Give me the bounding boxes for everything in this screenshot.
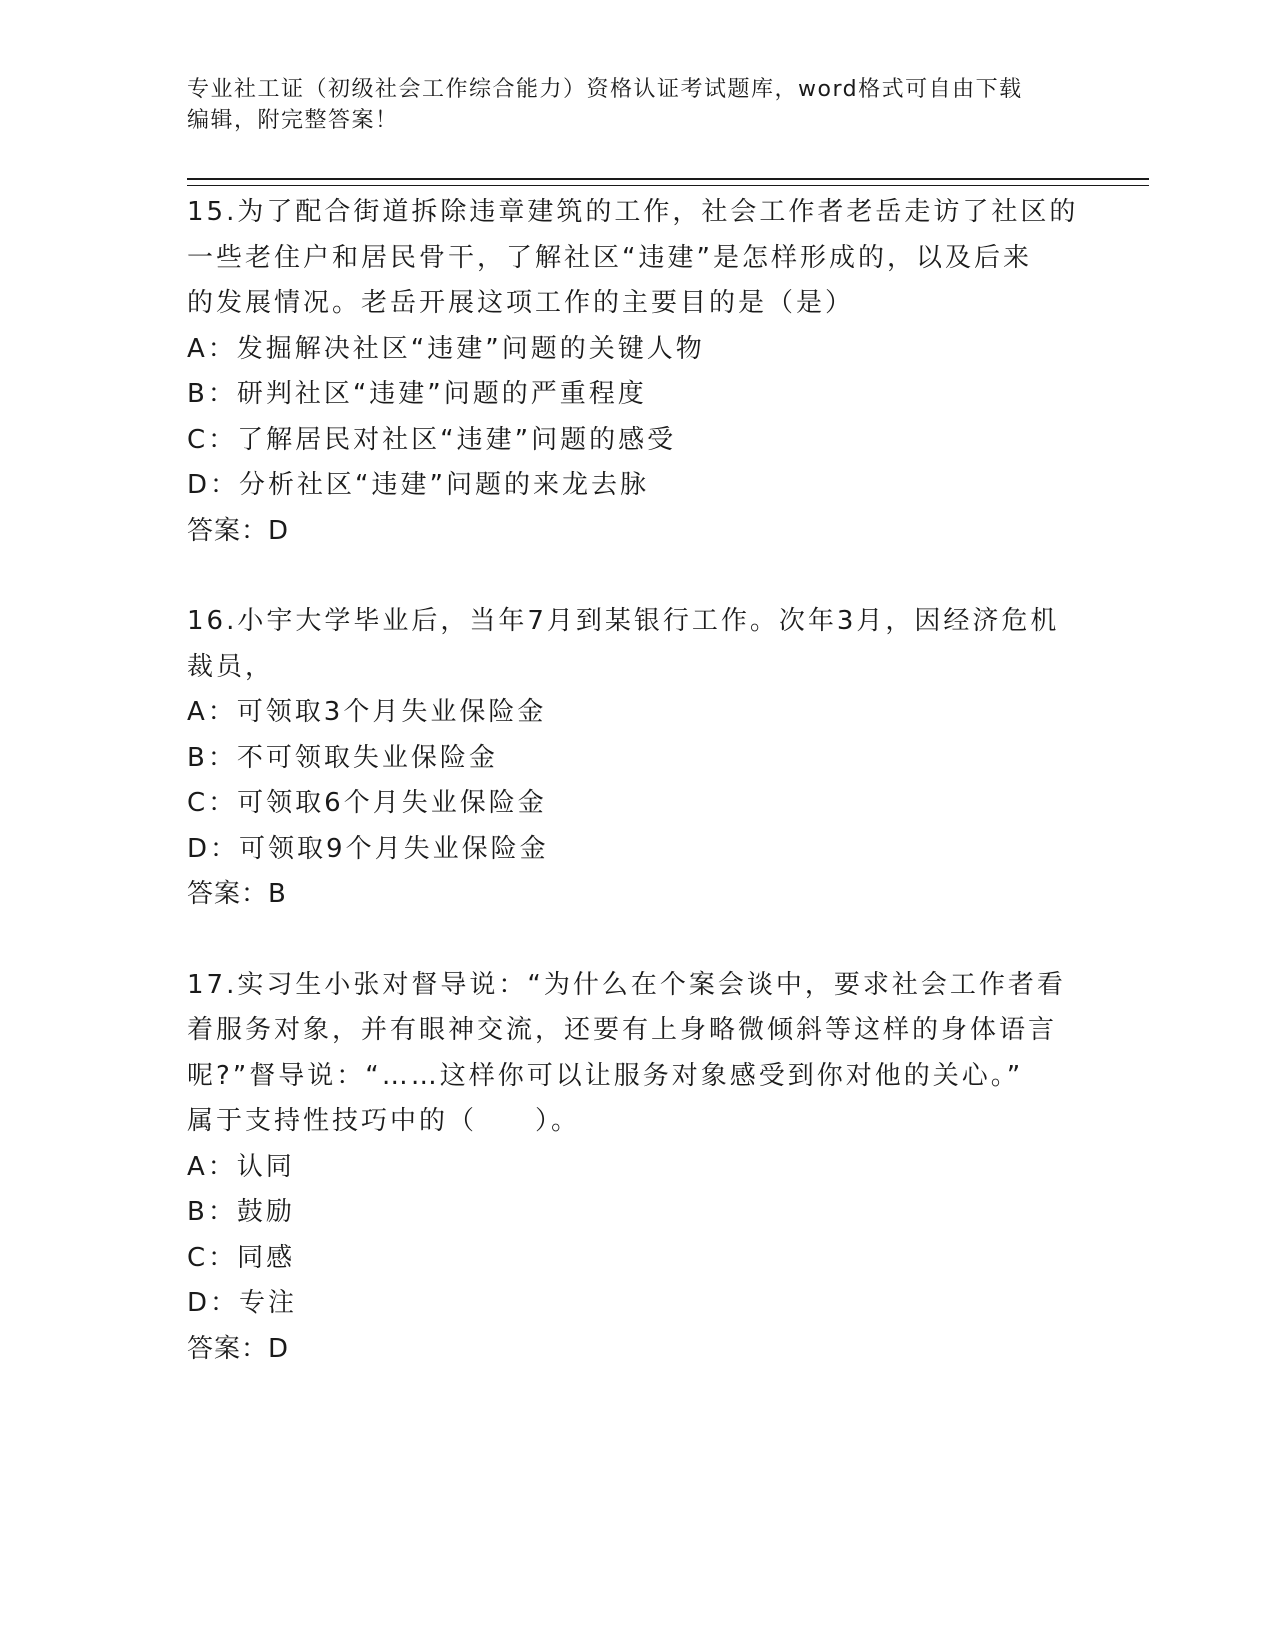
option-a: A：可领取3个月失业保险金 — [187, 697, 547, 727]
answer-line: 答案：B — [187, 879, 287, 909]
question-text-line: 属于支持性技巧中的（ ）。 — [187, 1106, 581, 1136]
question-17 — [187, 963, 1087, 1373]
answer-line: 答案：D — [187, 1333, 290, 1364]
question-text-line: 着服务对象，并有眼神交流，还要有上身略微倾斜等这样的身体语言 — [187, 1015, 1058, 1045]
header-divider — [187, 178, 1149, 186]
question-list — [187, 190, 1087, 1372]
option-c: C：了解居民对社区“违建”问题的感受 — [187, 424, 677, 455]
option-a: A：认同 — [187, 1151, 295, 1182]
question-spacer — [187, 918, 1087, 963]
question-15 — [187, 190, 1087, 554]
option-c: C：可领取6个月失业保险金 — [187, 788, 547, 818]
header-line-1: 专业社工证（初级社会工作综合能力）资格认证考试题库，word格式可自由下载 — [187, 77, 1023, 102]
question-text-line: 裁员， — [187, 651, 275, 682]
question-text-line: 的发展情况。老岳开展这项工作的主要目的是（是） — [187, 288, 855, 318]
question-text-line: 15.为了配合街道拆除违章建筑的工作，社会工作者老岳走访了社区的 — [187, 197, 1079, 227]
question-spacer — [187, 554, 1087, 599]
option-b: B：研判社区“违建”问题的严重程度 — [187, 379, 647, 409]
option-a: A：发掘解决社区“违建”问题的关键人物 — [187, 333, 705, 364]
option-c: C：同感 — [187, 1242, 296, 1273]
question-text-line: 一些老住户和居民骨干，了解社区“违建”是怎样形成的，以及后来 — [187, 242, 1032, 273]
question-text-line: 呢?”督导说：“……这样你可以让服务对象感受到你对他的关心。” — [187, 1060, 1024, 1091]
question-16 — [187, 599, 1087, 918]
question-text-line: 17.实习生小张对督导说：“为什么在个案会谈中，要求社会工作者看 — [187, 969, 1066, 1000]
option-b: B：不可领取失业保险金 — [187, 742, 498, 773]
header-line-2: 编辑，附完整答案！ — [187, 108, 399, 133]
option-d: D：专注 — [187, 1288, 298, 1318]
option-b: B：鼓励 — [187, 1197, 295, 1227]
question-text-line: 16.小宇大学毕业后，当年7月到某银行工作。次年3月，因经济危机 — [187, 606, 1060, 636]
option-d: D：可领取9个月失业保险金 — [187, 833, 549, 864]
document-header — [187, 74, 1067, 136]
answer-line: 答案：D — [187, 515, 290, 546]
option-d: D：分析社区“违建”问题的来龙去脉 — [187, 470, 649, 500]
